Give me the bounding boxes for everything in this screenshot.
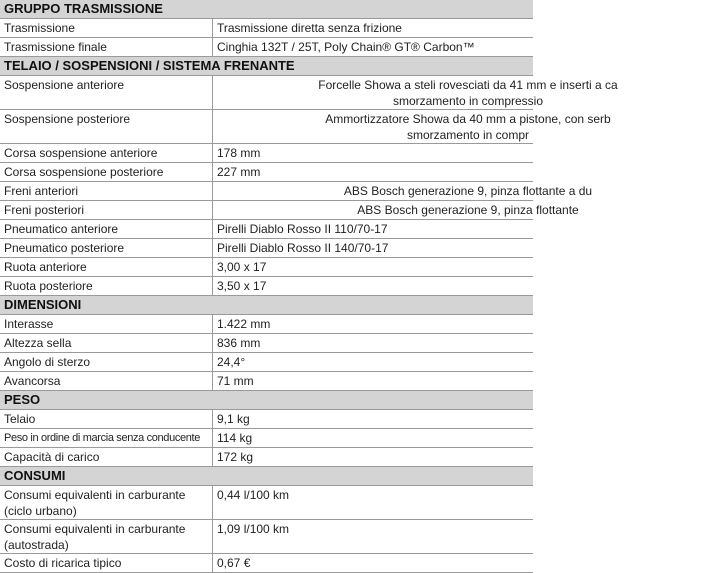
spec-row (0, 486, 533, 520)
section-header (0, 296, 533, 315)
spec-value: ABS Bosch generazione 9, pinza flottante (357, 203, 579, 217)
section-title: CONSUMI (4, 468, 66, 483)
spec-row (0, 554, 533, 573)
spec-value: Ammortizzatore Showa da 40 mm a pistone, con serb smorzamento in compr (325, 112, 611, 142)
column-divider (212, 220, 213, 238)
spec-label: Peso in ordine di marcia senza conducente (4, 432, 200, 444)
spec-value: 71 mm (217, 374, 254, 388)
spec-value: 9,1 kg (217, 412, 250, 426)
spec-row (0, 258, 533, 277)
spec-value: 3,00 x 17 (217, 260, 267, 274)
spec-value: 836 mm (217, 336, 261, 350)
spec-value: 0,44 l/100 km (217, 488, 290, 502)
spec-label: Corsa sospensione posteriore (4, 165, 164, 179)
spec-label: Consumi equivalenti in carburante (ciclo urbano) (4, 488, 186, 518)
spec-row (0, 520, 533, 554)
spec-value: Cinghia 132T / 25T, Poly Chain® GT® Carbon™ (217, 40, 475, 54)
spec-row (0, 163, 533, 182)
column-divider (212, 315, 213, 333)
spec-value: Pirelli Diablo Rosso II 140/70-17 (217, 241, 389, 255)
spec-value: 178 mm (217, 146, 261, 160)
spec-row (0, 353, 533, 372)
column-divider (212, 277, 213, 295)
spec-label: Pneumatico posteriore (4, 241, 125, 255)
section-header (0, 467, 533, 486)
spec-value: Forcelle Showa a steli rovesciati da 41 mm e inserti a ca smorzamento in compressio (318, 78, 618, 108)
column-divider (212, 110, 213, 143)
spec-value: ABS Bosch generazione 9, pinza flottante a du (343, 184, 593, 198)
spec-value: 1,09 l/100 km (217, 522, 290, 536)
column-divider (212, 372, 213, 390)
section-header (0, 57, 533, 76)
spec-label: Consumi equivalenti in carburante (autostrada) (4, 522, 186, 552)
column-divider (212, 163, 213, 181)
section-title: DIMENSIONI (4, 297, 82, 312)
spec-value: Trasmissione diretta senza frizione (217, 21, 402, 35)
spec-value: 24,4° (217, 355, 246, 369)
spec-row (0, 76, 618, 110)
spec-label: Sospensione anteriore (4, 78, 125, 92)
column-divider (212, 144, 213, 162)
column-divider (212, 201, 213, 219)
column-divider (212, 448, 213, 466)
spec-label: Corsa sospensione anteriore (4, 146, 158, 160)
spec-row (0, 201, 579, 220)
section-header (0, 0, 533, 19)
column-divider (212, 353, 213, 371)
spec-value: 172 kg (217, 450, 254, 464)
spec-label: Ruota anteriore (4, 260, 87, 274)
spec-label: Trasmissione (4, 21, 75, 35)
spec-value: 0,67 € (217, 556, 251, 570)
spec-label: Pneumatico anteriore (4, 222, 119, 236)
spec-label: Freni anteriori (4, 184, 79, 198)
spec-row (0, 429, 533, 448)
spec-value: 114 kg (217, 431, 253, 445)
spec-label: Ruota posteriore (4, 279, 93, 293)
spec-label: Telaio (4, 412, 36, 426)
section-title: TELAIO / SOSPENSIONI / SISTEMA FRENANTE (4, 58, 295, 73)
spec-label: Costo di ricarica tipico (4, 556, 122, 570)
column-divider (212, 334, 213, 352)
spec-row (0, 448, 533, 467)
spec-row (0, 334, 533, 353)
spec-label: Avancorsa (4, 374, 61, 388)
spec-label: Freni posteriori (4, 203, 85, 217)
spec-row (0, 372, 533, 391)
column-divider (212, 19, 213, 37)
spec-row (0, 315, 533, 334)
column-divider (212, 76, 213, 109)
column-divider (212, 38, 213, 56)
spec-label: Altezza sella (4, 336, 72, 350)
spec-row (0, 182, 593, 201)
spec-row (0, 277, 533, 296)
spec-label: Angolo di sterzo (4, 355, 91, 369)
spec-value: Pirelli Diablo Rosso II 110/70-17 (217, 222, 388, 236)
section-title: GRUPPO TRASMISSIONE (4, 1, 163, 16)
column-divider (212, 239, 213, 257)
column-divider (212, 520, 213, 553)
column-divider (212, 410, 213, 428)
spec-row (0, 239, 533, 258)
section-header (0, 391, 533, 410)
spec-row (0, 410, 533, 429)
spec-row (0, 220, 533, 239)
column-divider (212, 182, 213, 200)
column-divider (212, 429, 213, 447)
column-divider (212, 554, 213, 572)
spec-label: Interasse (4, 317, 54, 331)
spec-label: Capacità di carico (4, 450, 100, 464)
column-divider (212, 258, 213, 276)
spec-value: 1.422 mm (217, 317, 271, 331)
spec-row (0, 144, 533, 163)
spec-row (0, 110, 611, 144)
spec-label: Sospensione posteriore (4, 112, 131, 126)
spec-value: 227 mm (217, 165, 261, 179)
column-divider (212, 486, 213, 519)
spec-row (0, 38, 533, 57)
spec-label: Trasmissione finale (4, 40, 107, 54)
spec-row (0, 19, 533, 38)
spec-value: 3,50 x 17 (217, 279, 267, 293)
section-title: PESO (4, 392, 41, 407)
